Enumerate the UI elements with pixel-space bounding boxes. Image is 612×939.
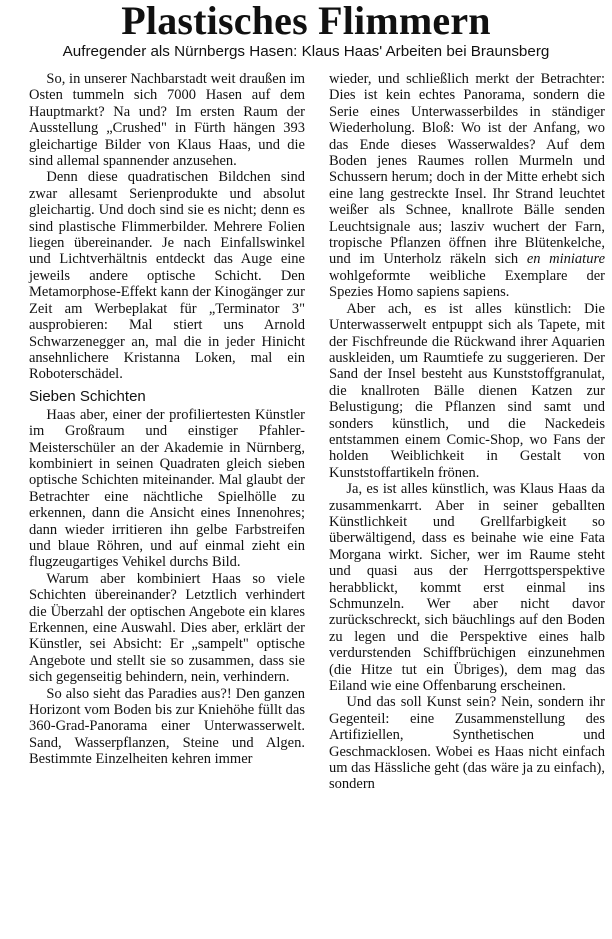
left-column bbox=[29, 71, 305, 768]
right-paragraph-4: Und das soll Kunst sein? Nein, sondern ihr Gegenteil: eine Zusammenstellung des Artifiziellen, Synthetischen und Geschmacklosen. Wobei es Haas nicht einfach um das Hässliche geht (das wäre ja zu einfach), sondern bbox=[329, 694, 605, 793]
left-paragraph-2: Denn diese quadratischen Bildchen sind zwar allesamt Serienprodukte und absolut gleichartig. Und doch sind sie es nicht; denn es sind plastische Flimmerbilder. Mehrere Folien liegen übereinander. Je nach Einfallswinkel und Lichtverhältnis entdeckt das Auge eine jeweils andere optische Schicht. Den Metamorphose-Effekt kann der Kinogänger zur Zeit am Werbeplakat für „Terminator 3" ausprobieren: Mal stiert uns Arnold Schwarzenegger an, mal die in jeder Hinicht ansehnlichere Kristanna Loken, mal ein Roboterschädel. bbox=[29, 169, 305, 383]
left-paragraph-5: So also sieht das Paradies aus?! Den ganzen Horizont vom Boden bis zur Kniehöhe füllt das 360-Grad-Panorama einer Unterwasserwelt. Sand, Wasserpflanzen, Steine und Algen. Bestimmte Einzelheiten kehren immer bbox=[29, 685, 305, 768]
left-paragraph-1: So, in unserer Nachbarstadt weit draußen im Osten tummeln sich 7000 Hasen auf dem Hauptmarkt? Na und? Im ersten Raum der Ausstellung „Crushed" in Fürth hängen 393 gleichartige Bilder von Klaus Haas, und die sind allemal spannender anzusehen. bbox=[29, 71, 305, 170]
right-paragraph-2: Aber ach, es ist alles künstlich: Die Unterwasserwelt entpuppt sich als Tapete, mit der Fischfreunde die Rückwand ihrer Aquarien auskleiden, um Raumtiefe zu suggerieren. Der Sand der Insel besteht aus Kunststoffgranulat, die knallroten Bälle dienen Katzen zur Belustigung; die Pflanzen sind samt und sonders künstlich, und die Nackedeis entstammen einem Comic-Shop, wo Fans der holden Weiblichkeit in Gestalt von Kunststoffartikeln frönen. bbox=[329, 300, 605, 481]
italic-phrase: en miniature bbox=[526, 251, 605, 268]
right-paragraph-1 bbox=[329, 71, 605, 301]
right-column bbox=[329, 71, 605, 793]
left-paragraph-4: Warum aber kombiniert Haas so viele Schichten übereinander? Letztlich verhindert die Überzahl der optischen Angebote ein klares Erkennen, eine Auswahl. Dies aber, erklärt der Künstler, sei Absicht: Er „sampelt" optische Angebote und stellt sie so zusammen, dass sie sich gegenseitig behindern, nein, verhindern. bbox=[29, 570, 305, 686]
left-paragraph-3: Haas aber, einer der profiliertesten Künstler im Großraum und einstiger Pfahler-Meisterschüler an der Akademie in Nürnberg, kombiniert in seinen Quadraten gleich sieben optische Schichten miteinander. Mal glaubt der Betrachter eine nächtliche Spielhölle zu erkennen, dann die Ansicht eines Innenohres; dann wieder irritieren ihn gelbe Farbstreifen und blaue Röhren, und auf einmal zieht ein flugzeugartiges Vehikel durchs Bild. bbox=[29, 406, 305, 571]
right-paragraph-3: Ja, es ist alles künstlich, was Klaus Haas da zusammenkarrt. Aber in seiner geballten Künstlichkeit und Grellfarbigkeit so überwältigend, dass es beinahe wie eine Fata Morgana wirkt. Sicher, wer im Raume steht und quasi aus der Herrgottsperspektive herabblickt, kommt erst einmal ins Schmunzeln. Wer aber nicht davor zurückschreckt, sich bäuchlings auf den Boden zu legen und die Perspektive eines halb verdurstenden Schiffbrüchigen einzunehmen (die Hitze tut ein Übriges), dem mag das Eiland wie eine Offenbarung erscheinen. bbox=[329, 481, 605, 695]
right-paragraph-1-part-b: wohlgeformte weibliche Exemplare der Spezies Homo sapiens sapiens. bbox=[329, 267, 605, 301]
article-subheadline: Aufregender als Nürnbergs Hasen: Klaus Haas' Arbeiten bei Braunsberg bbox=[62, 43, 550, 60]
right-paragraph-1-part-a: wieder, und schließlich merkt der Betrachter: Dies ist kein echtes Panorama, sondern die Serie eines Unterwasserbildes in ständiger Wiederholung. Bloß: Wo ist der Anfang, wo das Ende dieses Wasserwaldes? Auf dem Boden jenes Raumes rollen Murmeln und Schussern herum; doch in der Mitte erhebt sich eine lang gestreckte Insel. Ihr Strand leuchtet weißer als Schnee, knallrote Bälle senden Leuchtsignale aus; lasziv wuchert der Farn, tropische Pflanzen öffnen ihre Blütenkelche, und im Unterholz räkeln sich bbox=[329, 71, 605, 268]
section-subheading: Sieben Schichten bbox=[29, 387, 146, 405]
article-headline: Plastisches Flimmern bbox=[121, 0, 491, 43]
